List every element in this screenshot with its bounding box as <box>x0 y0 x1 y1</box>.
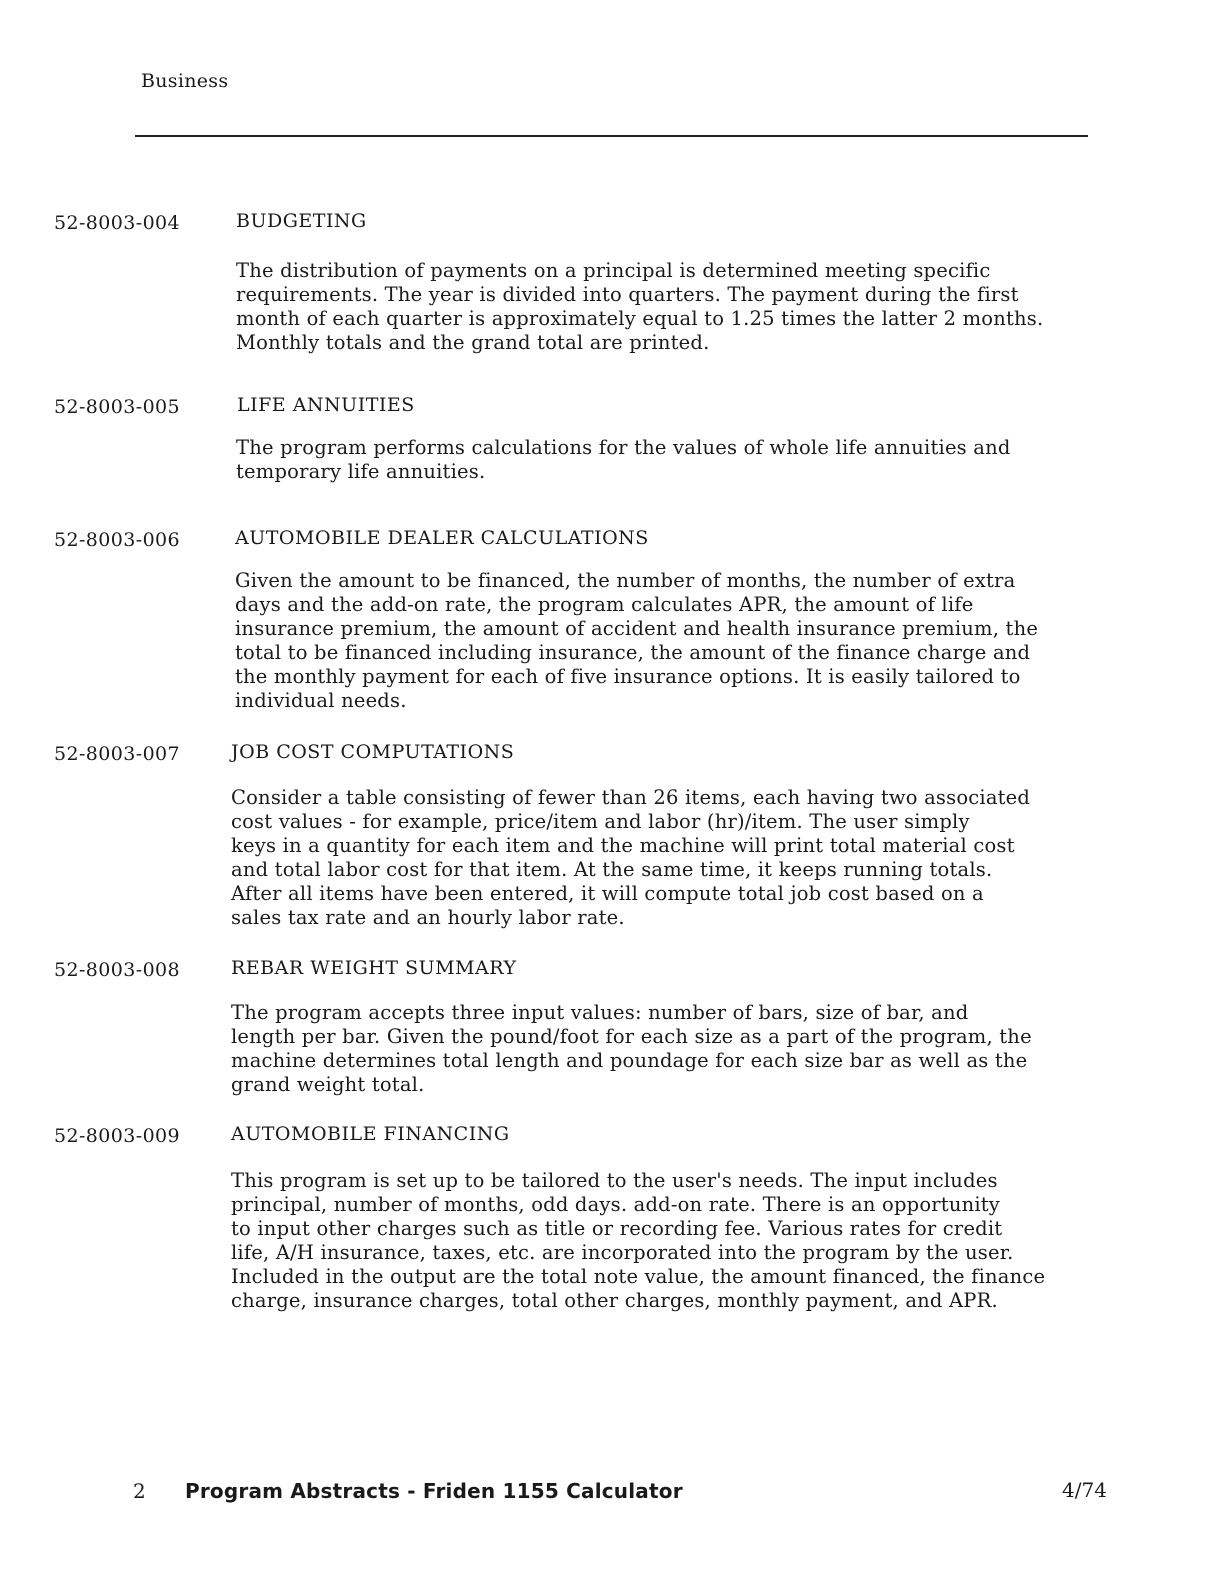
program-title: AUTOMOBILE FINANCING <box>231 1123 510 1145</box>
description-line: charge, insurance charges, total other charges, monthly payment, and APR. <box>231 1289 998 1312</box>
description-line: life, A/H insurance, taxes, etc. are incorporated into the program by the user. <box>231 1241 1014 1264</box>
description-line: insurance premium, the amount of accident and health insurance premium, the <box>235 617 1039 640</box>
description-line: length per bar. Given the pound/foot for each size as a part of the program, the <box>231 1025 1032 1048</box>
program-description <box>236 436 1011 484</box>
description-line: days and the add-on rate, the program calculates APR, the amount of life <box>235 593 974 616</box>
description-line: Monthly totals and the grand total are printed. <box>236 331 710 354</box>
description-line: grand weight total. <box>231 1073 425 1096</box>
program-title: REBAR WEIGHT SUMMARY <box>231 957 517 979</box>
program-code: 52-8003-007 <box>54 743 181 765</box>
description-line: keys in a quantity for each item and the machine will print total material cost <box>231 834 1015 857</box>
page-section-header: Business <box>141 70 229 92</box>
description-line: cost values - for example, price/item and labor (hr)/item. The user simply <box>231 810 970 833</box>
footer-page-number: 2 <box>133 1479 146 1503</box>
description-line: Given the amount to be financed, the number of months, the number of extra <box>235 569 1016 592</box>
description-line: to input other charges such as title or recording fee. Various rates for credit <box>231 1217 1003 1240</box>
program-code: 52-8003-009 <box>54 1125 181 1147</box>
program-description <box>231 786 1030 930</box>
description-line: Consider a table consisting of fewer than 26 items, each having two associated <box>231 786 1031 809</box>
description-line: The program performs calculations for the values of whole life annuities and <box>236 436 1011 459</box>
description-line: The program accepts three input values: number of bars, size of bar, and <box>231 1001 969 1024</box>
footer-date: 4/74 <box>1062 1478 1107 1502</box>
program-code: 52-8003-006 <box>54 529 181 551</box>
description-line: the monthly payment for each of five insurance options. It is easily tailored to <box>235 665 1021 688</box>
description-line: total to be financed including insurance, the amount of the finance charge and <box>235 641 1031 664</box>
program-description <box>236 259 1043 355</box>
description-line: machine determines total length and poundage for each size bar as well as the <box>231 1049 1028 1072</box>
program-code: 52-8003-004 <box>54 212 181 234</box>
description-line: Included in the output are the total note value, the amount financed, the finance <box>231 1265 1046 1288</box>
program-title: AUTOMOBILE DEALER CALCULATIONS <box>235 527 649 549</box>
program-description <box>231 1001 1032 1097</box>
program-title: BUDGETING <box>236 210 367 232</box>
description-line: month of each quarter is approximately equal to 1.25 times the latter 2 months. <box>236 307 1044 330</box>
description-line: and total labor cost for that item. At the same time, it keeps running totals. <box>231 858 993 881</box>
description-line: The distribution of payments on a principal is determined meeting specific <box>236 259 991 282</box>
program-title: LIFE ANNUITIES <box>237 394 415 416</box>
program-description <box>231 1169 1045 1313</box>
description-line: After all items have been entered, it will compute total job cost based on a <box>231 882 984 905</box>
program-title: JOB COST COMPUTATIONS <box>231 741 515 763</box>
footer-title: Program Abstracts - Friden 1155 Calculator <box>185 1479 683 1503</box>
description-line: requirements. The year is divided into quarters. The payment during the first <box>236 283 1019 306</box>
description-line: temporary life annuities. <box>236 460 486 483</box>
program-code: 52-8003-005 <box>54 396 181 418</box>
description-line: sales tax rate and an hourly labor rate. <box>231 906 625 929</box>
description-line: This program is set up to be tailored to the user's needs. The input includes <box>231 1169 998 1192</box>
program-code: 52-8003-008 <box>54 959 181 981</box>
description-line: individual needs. <box>235 689 407 712</box>
header-divider <box>135 135 1088 137</box>
description-line: principal, number of months, odd days. add-on rate. There is an opportunity <box>231 1193 1001 1216</box>
program-description <box>235 569 1038 713</box>
